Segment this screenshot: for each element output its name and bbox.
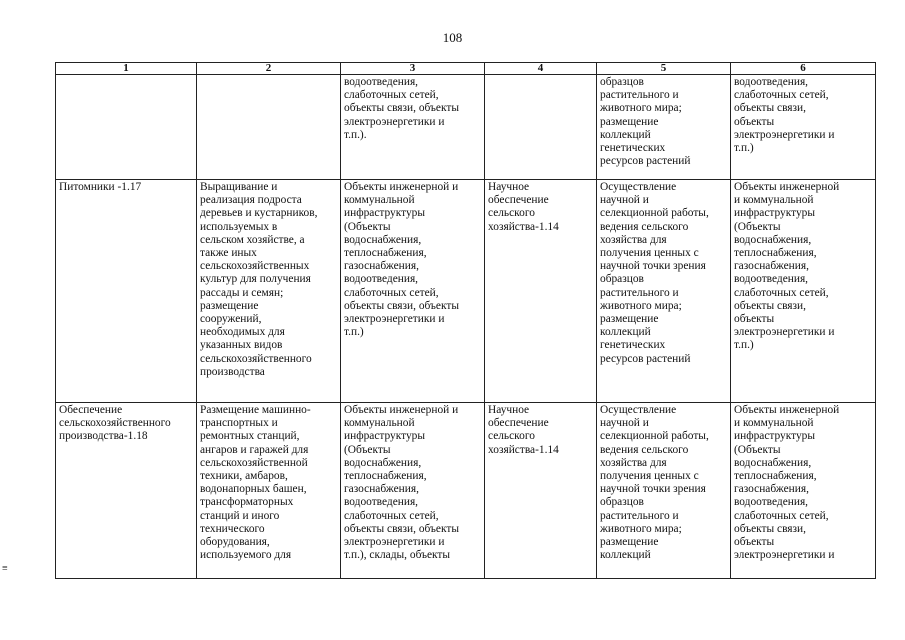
cell-text: Объекты инженерной и коммунальной инфраструктуры (Объекты водоснабжения, теплоснабжения, газоснабжения, водоотведения, слаботочных сетей, объекты связи, объекты электроэнергетики и т.п.) xyxy=(734,181,840,352)
page-number: 108 xyxy=(442,30,463,45)
table-cell xyxy=(56,403,197,579)
table-cell xyxy=(341,75,485,180)
cell-text: Выращивание и реализация подроста деревьев и кустарников, используемых в сельском хозяйстве, а также иных сельскохозяйственных культур для получения рассады и семян; размещение сооружений, необходимых для указанных видов сельскохозяйственного производства xyxy=(200,181,318,378)
cell-text: водоотведения, слаботочных сетей, объекты связи, объекты электроэнергетики и т.п.). xyxy=(344,76,459,141)
column-header: 2 xyxy=(197,63,341,75)
cell-text: Научное обеспечение сельского хозяйства-1.14 xyxy=(488,181,559,233)
table-cell xyxy=(597,403,731,579)
table-cell xyxy=(56,75,197,180)
column-header: 5 xyxy=(597,63,731,75)
cell-text: Объекты инженерной и коммунальной инфраструктуры (Объекты водоснабжения, теплоснабжения, газоснабжения, водоотведения, слаботочных сетей, объекты связи, объекты электроэнергетики и т.п.), склады, объекты xyxy=(344,404,459,562)
cell-text: Питомники -1.17 xyxy=(59,181,142,193)
cell-text: Осуществление научной и селекционной работы, ведения сельского хозяйства для получения ценных с научной точки зрения образцов растительного и животного мира; размещение коллекций xyxy=(600,404,709,562)
table-cell xyxy=(56,180,197,403)
table-cell xyxy=(485,75,597,180)
column-header: 1 xyxy=(56,63,197,75)
document-table xyxy=(55,62,876,579)
table-cell xyxy=(485,403,597,579)
column-header: 3 xyxy=(341,63,485,75)
table-cell xyxy=(197,75,341,180)
column-header: 4 xyxy=(485,63,597,75)
table-cell xyxy=(731,180,876,403)
table-cell xyxy=(731,403,876,579)
table-cell xyxy=(485,180,597,403)
table-cell xyxy=(731,75,876,180)
table-cell xyxy=(341,403,485,579)
table-row xyxy=(56,403,876,579)
cell-text: Объекты инженерной и коммунальной инфраструктуры (Объекты водоснабжения, теплоснабжения, газоснабжения, водоотведения, слаботочных сетей, объекты связи, объекты электроэнергетики и т.п.) xyxy=(344,181,459,339)
column-header: 6 xyxy=(731,63,876,75)
cell-text: водоотведения, слаботочных сетей, объекты связи, объекты электроэнергетики и т.п.) xyxy=(734,76,835,155)
table-cell xyxy=(341,180,485,403)
cell-text: Размещение машинно- транспортных и ремонтных станций, ангаров и гаражей для сельскохозяйственной техники, амбаров, водонапорных башен, трансформаторных станций и иного технического оборудования, используемого для xyxy=(200,404,311,562)
table-cell xyxy=(197,180,341,403)
table-cell xyxy=(597,75,731,180)
table-row xyxy=(56,180,876,403)
cell-text: Осуществление научной и селекционной работы, ведения сельского хозяйства для получения ценных с научной точки зрения образцов растительного и животного мира; размещение коллекций генетических ресурсов растений xyxy=(600,181,709,365)
scan-edge-mark: ≡ xyxy=(2,563,8,574)
table-cell xyxy=(197,403,341,579)
cell-text: Обеспечение сельскохозяйственного производства-1.18 xyxy=(59,404,171,443)
cell-text: Объекты инженерной и коммунальной инфраструктуры (Объекты водоснабжения, теплоснабжения, газоснабжения, водоотведения, слаботочных сетей, объекты связи, объекты электроэнергетики и xyxy=(734,404,840,562)
cell-text: Научное обеспечение сельского хозяйства-1.14 xyxy=(488,404,559,456)
cell-text: образцов растительного и животного мира; размещение коллекций генетических ресурсов растений xyxy=(600,76,691,168)
table-row xyxy=(56,75,876,180)
table-cell xyxy=(597,180,731,403)
table-header-row xyxy=(56,63,876,75)
